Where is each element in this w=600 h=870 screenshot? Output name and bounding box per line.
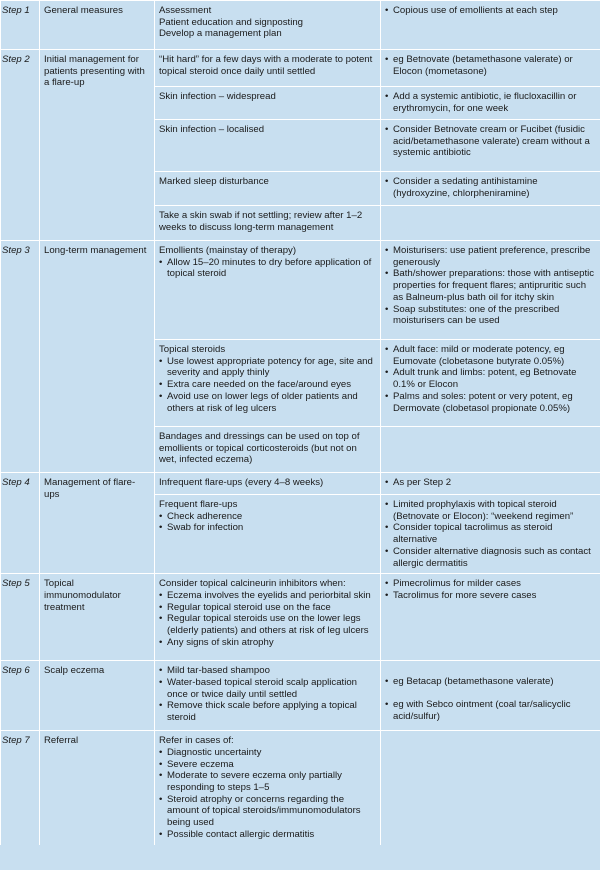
notes-cell — [381, 473, 600, 495]
treatment-cell: Bandages and dressings can be used on top of emollients or topical corticosteroids (but not on wet, infected eczema) — [155, 427, 381, 473]
treatment-heading: Refer in cases of: — [159, 735, 234, 747]
note-item: • Adult face: mild or moderate potency, eg Eumovate (clobetasone butyrate 0.05%) — [385, 344, 595, 367]
treatment-item: • Swab for infection — [159, 522, 375, 534]
treatment-item: • Water-based topical steroid scalp application once or twice daily until settled — [159, 677, 375, 700]
step-title: Initial management for patients presenting with a flare-up — [40, 50, 155, 241]
notes-cell — [381, 241, 600, 340]
notes-cell — [381, 731, 600, 845]
treatment-item: • Eczema involves the eyelids and periorbital skin — [159, 590, 375, 602]
note-item: • Consider topical tacrolimus as steroid alternative — [385, 522, 595, 545]
step-title: Referral — [40, 731, 155, 845]
step-title: Topical immunomodulator treatment — [40, 574, 155, 661]
step-4-row — [1, 473, 600, 495]
treatment-item: • Severe eczema — [159, 759, 375, 771]
step-6-row — [1, 661, 600, 731]
treatment-heading: Consider topical calcineurin inhibitors when: — [159, 578, 346, 590]
step-title: Scalp eczema — [40, 661, 155, 731]
step-3-row — [1, 241, 600, 340]
note-item: • eg Betacap (betamethasone valerate) — [385, 676, 595, 688]
treatment-line: Develop a management plan — [159, 28, 282, 40]
notes-cell — [381, 120, 600, 172]
treatment-cell — [155, 241, 381, 340]
treatment-item: • Steroid atrophy or concerns regarding the amount of topical steroids/immunomodulators being used — [159, 794, 375, 829]
step-5-row — [1, 574, 600, 661]
note-item: • Consider a sedating antihistamine (hydroxyzine, chlorpheniramine) — [385, 176, 595, 199]
treatment-item: • Remove thick scale before applying a topical steroid — [159, 700, 375, 723]
treatment-cell: Skin infection – localised — [155, 120, 381, 172]
notes-cell — [381, 172, 600, 206]
note-item: • Consider Betnovate cream or Fucibet (fusidic acid/betamethasone valerate) cream without a systemic antibiotic — [385, 124, 595, 159]
step-label: Step 1 — [1, 1, 40, 50]
note-item: • Adult trunk and limbs: potent, eg Betnovate 0.1% or Elocon — [385, 367, 595, 390]
step-title: General measures — [40, 1, 155, 50]
treatment-cell: “Hit hard” for a few days with a moderate to potent topical steroid once daily until settled — [155, 50, 381, 87]
treatment-cell — [155, 731, 381, 845]
treatment-heading: Topical steroids — [159, 344, 226, 355]
treatment-cell: Infrequent flare-ups (every 4–8 weeks) — [155, 473, 381, 495]
treatment-item: • Mild tar-based shampoo — [159, 665, 375, 677]
treatment-cell: Marked sleep disturbance — [155, 172, 381, 206]
treatment-item: • Check adherence — [159, 511, 375, 523]
step-label: Step 2 — [1, 50, 40, 241]
treatment-line: Assessment — [159, 5, 212, 16]
treatment-item: • Avoid use on lower legs of older patients and others at risk of leg ulcers — [159, 391, 375, 414]
treatment-item: • Regular topical steroids use on the lower legs (elderly patients) and others at risk of leg ulcers — [159, 613, 375, 636]
step-label: Step 5 — [1, 574, 40, 661]
notes-cell — [381, 340, 600, 427]
step-label: Step 3 — [1, 241, 40, 473]
treatment-heading: Emollients (mainstay of therapy) — [159, 245, 297, 256]
treatment-cell — [155, 661, 381, 731]
treatment-cell: Skin infection – widespread — [155, 87, 381, 120]
note-item: • Tacrolimus for more severe cases — [385, 590, 595, 602]
note-item: • Add a systemic antibiotic, ie flucloxacillin or erythromycin, for one week — [385, 91, 595, 114]
treatment-cell — [155, 340, 381, 427]
treatment-item: • Moderate to severe eczema only partially responding to steps 1–5 — [159, 770, 375, 793]
step-title: Long-term management — [40, 241, 155, 473]
treatment-cell — [155, 495, 381, 574]
note-item: • Moisturisers: use patient preference, prescribe generously — [385, 245, 595, 268]
note-item: • eg Betnovate (betamethasone valerate) or Elocon (mometasone) — [385, 54, 595, 77]
treatment-cell: Take a skin swab if not settling; review after 1–2 weeks to discuss long-term management — [155, 206, 381, 241]
note-item: • Palms and soles: potent or very potent, eg Dermovate (clobetasol propionate 0.05%) — [385, 391, 595, 414]
note-item: • Bath/shower preparations: those with antiseptic properties for frequent flares; antipruritic such as Balneum-plus bath oil for itchy skin — [385, 268, 595, 303]
treatment-item: • Diagnostic uncertainty — [159, 747, 375, 759]
note-item: • As per Step 2 — [385, 477, 595, 489]
note-item: • Soap substitutes: one of the prescribed moisturisers can be used — [385, 304, 595, 327]
treatment-item: • Possible contact allergic dermatitis — [159, 829, 375, 841]
treatment-heading: Frequent flare-ups — [159, 499, 238, 510]
treatment-item: • Allow 15–20 minutes to dry before application of topical steroid — [159, 257, 375, 280]
notes-cell — [381, 206, 600, 241]
step-label: Step 7 — [1, 731, 40, 845]
note-item: • Copious use of emollients at each step — [385, 5, 595, 17]
notes-cell — [381, 495, 600, 574]
notes-cell — [381, 50, 600, 87]
treatment-item: • Use lowest appropriate potency for age, site and severity and apply thinly — [159, 356, 375, 379]
step-title: Management of flare-ups — [40, 473, 155, 574]
step-label: Step 4 — [1, 473, 40, 574]
note-item: • Limited prophylaxis with topical steroid (Betnovate or Elocon): “weekend regimen” — [385, 499, 595, 522]
treatment-item: • Regular topical steroid use on the face — [159, 602, 375, 614]
step-2-row — [1, 50, 600, 87]
note-item: • eg with Sebco ointment (coal tar/salicyclic acid/sulfur) — [385, 699, 595, 722]
treatment-item: • Any signs of skin atrophy — [159, 637, 375, 649]
notes-cell — [381, 427, 600, 473]
step-label: Step 6 — [1, 661, 40, 731]
notes-cell — [381, 1, 600, 50]
step-7-row — [1, 731, 600, 845]
notes-cell — [381, 574, 600, 661]
treatment-line: Patient education and signposting — [159, 16, 304, 28]
treatment-cell — [155, 1, 381, 50]
treatment-item: • Extra care needed on the face/around eyes — [159, 379, 375, 391]
treatment-cell — [155, 574, 381, 661]
step-1-row — [1, 1, 600, 50]
notes-cell — [381, 87, 600, 120]
notes-cell — [381, 661, 600, 731]
note-item: • Pimecrolimus for milder cases — [385, 578, 595, 590]
note-item: • Consider alternative diagnosis such as contact allergic dermatitis — [385, 546, 595, 569]
